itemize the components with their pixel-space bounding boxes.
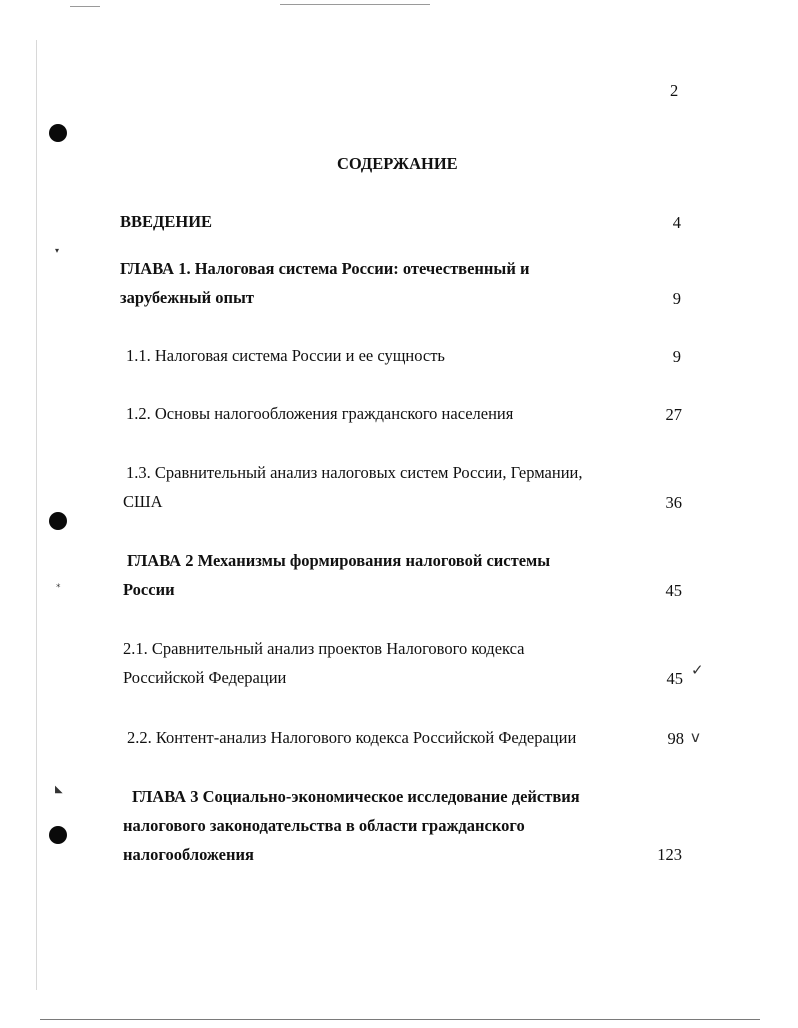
toc-entry-section-1-2: 1.2. Основы налогообложения гражданского населения xyxy=(126,404,514,423)
toc-page-section-1-1: 9 xyxy=(672,347,681,366)
toc-entry-section-1-3: 1.3. Сравнительный анализ налоговых систем России, Германии, xyxy=(126,463,583,482)
toc-entry-chapter-3-cont: налогового законодательства в области гражданского xyxy=(123,816,525,835)
toc-entry-chapter-3-cont-2: налогообложения xyxy=(123,845,254,864)
punch-hole-1 xyxy=(49,124,67,142)
toc-entry-chapter-1-cont: зарубежный опыт xyxy=(120,288,254,307)
toc-entry-section-2-2: 2.2. Контент-анализ Налогового кодекса Российской Федерации xyxy=(127,728,577,747)
scan-edge-bottom xyxy=(40,1019,760,1020)
toc-entry-section-2-1: 2.1. Сравнительный анализ проектов Налогового кодекса xyxy=(123,639,525,658)
scan-edge-top-left xyxy=(70,6,100,7)
toc-page-chapter-1: 9 xyxy=(672,289,681,308)
toc-page-chapter-3: 123 xyxy=(657,845,682,864)
handwritten-check-mark: ✓ xyxy=(691,661,704,679)
scan-speck: ▾ xyxy=(55,246,60,255)
toc-entry-chapter-3: ГЛАВА 3 Социально-экономическое исследование действия xyxy=(132,787,580,806)
page-number: 2 xyxy=(670,81,679,100)
toc-entry-section-2-1-cont: Российской Федерации xyxy=(123,668,287,687)
punch-hole-3 xyxy=(49,826,67,844)
scan-speck: ◣ xyxy=(55,784,63,795)
toc-page-section-2-2: 98 xyxy=(667,729,684,748)
toc-page-section-1-3: 36 xyxy=(665,493,682,512)
toc-entry-intro: ВВЕДЕНИЕ xyxy=(120,212,213,231)
toc-entry-section-1-1: 1.1. Налоговая система России и ее сущность xyxy=(126,346,445,365)
toc-page-intro: 4 xyxy=(672,213,681,232)
toc-page-section-1-2: 27 xyxy=(665,405,682,424)
scan-edge-top xyxy=(280,4,430,5)
handwritten-check-mark: v xyxy=(691,728,700,746)
toc-page-section-2-1: 45 xyxy=(666,669,683,688)
toc-entry-chapter-2-cont: России xyxy=(123,580,175,599)
scan-edge-left xyxy=(36,40,37,990)
toc-page-chapter-2: 45 xyxy=(665,581,682,600)
toc-entry-chapter-1: ГЛАВА 1. Налоговая система России: отечественный и xyxy=(120,259,530,278)
punch-hole-2 xyxy=(49,512,67,530)
toc-entry-chapter-2: ГЛАВА 2 Механизмы формирования налоговой системы xyxy=(127,551,551,570)
toc-entry-section-1-3-cont: США xyxy=(123,492,163,511)
scan-speck: ⁎ xyxy=(56,580,61,590)
toc-title: СОДЕРЖАНИЕ xyxy=(337,154,458,173)
